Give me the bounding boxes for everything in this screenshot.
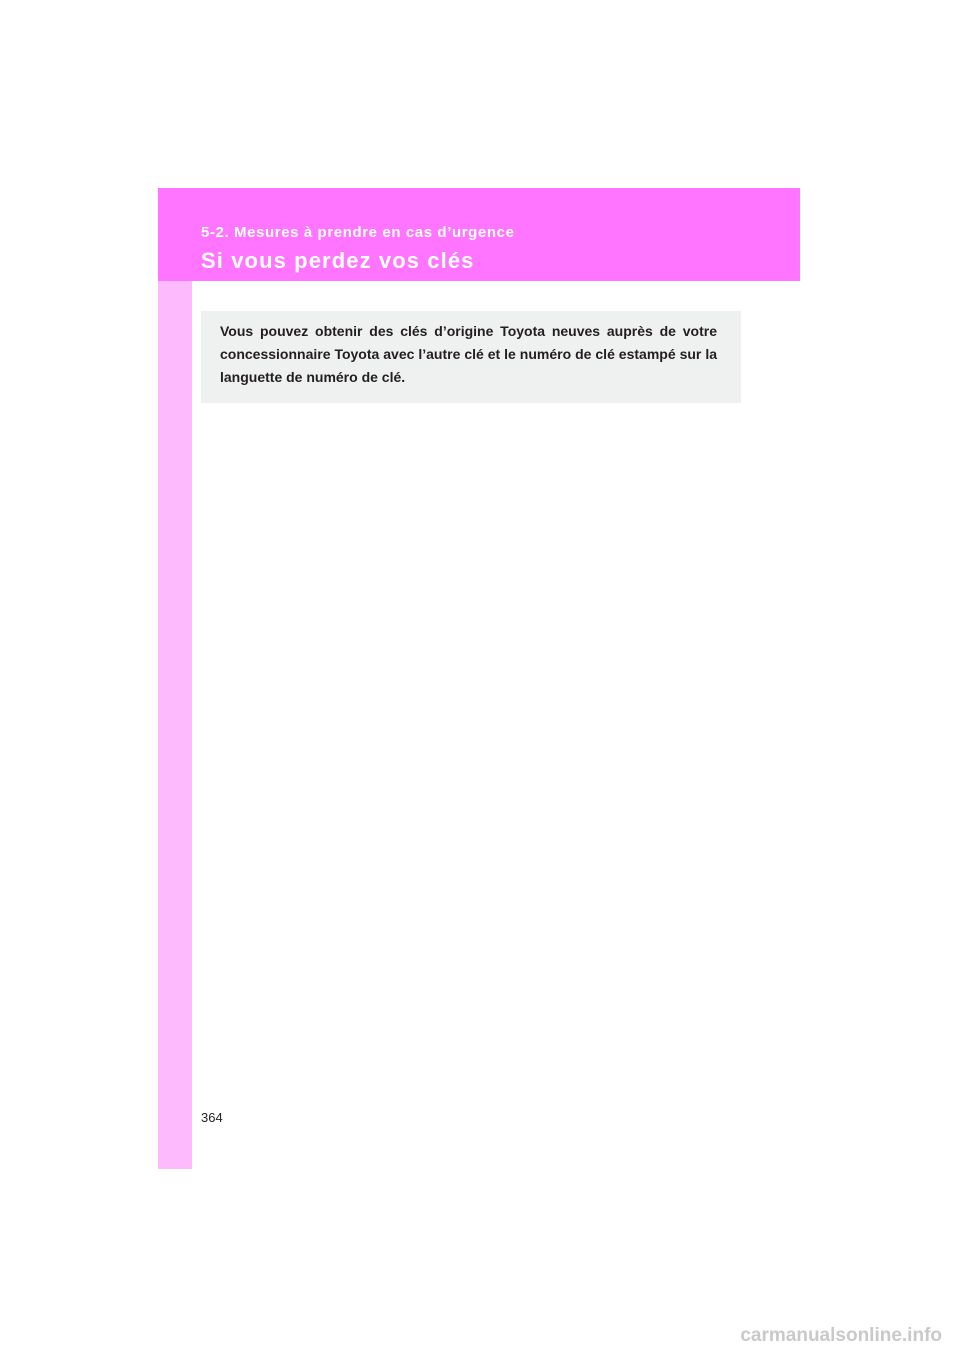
section-label: 5-2. Mesures à prendre en cas d’urgence (201, 224, 515, 241)
page-title: Si vous perdez vos clés (201, 248, 475, 273)
intro-box (201, 311, 741, 403)
intro-text: Vous pouvez obtenir des clés d’origine Toyota neuves auprès de votre concessionnaire Toyota avec l’autre clé et le numéro de clé estampé sur la languette de numéro de clé. (220, 323, 717, 385)
side-strip (158, 281, 192, 1169)
watermark: carmanualsonline.info (740, 1325, 942, 1346)
page-number: 364 (201, 1110, 223, 1125)
